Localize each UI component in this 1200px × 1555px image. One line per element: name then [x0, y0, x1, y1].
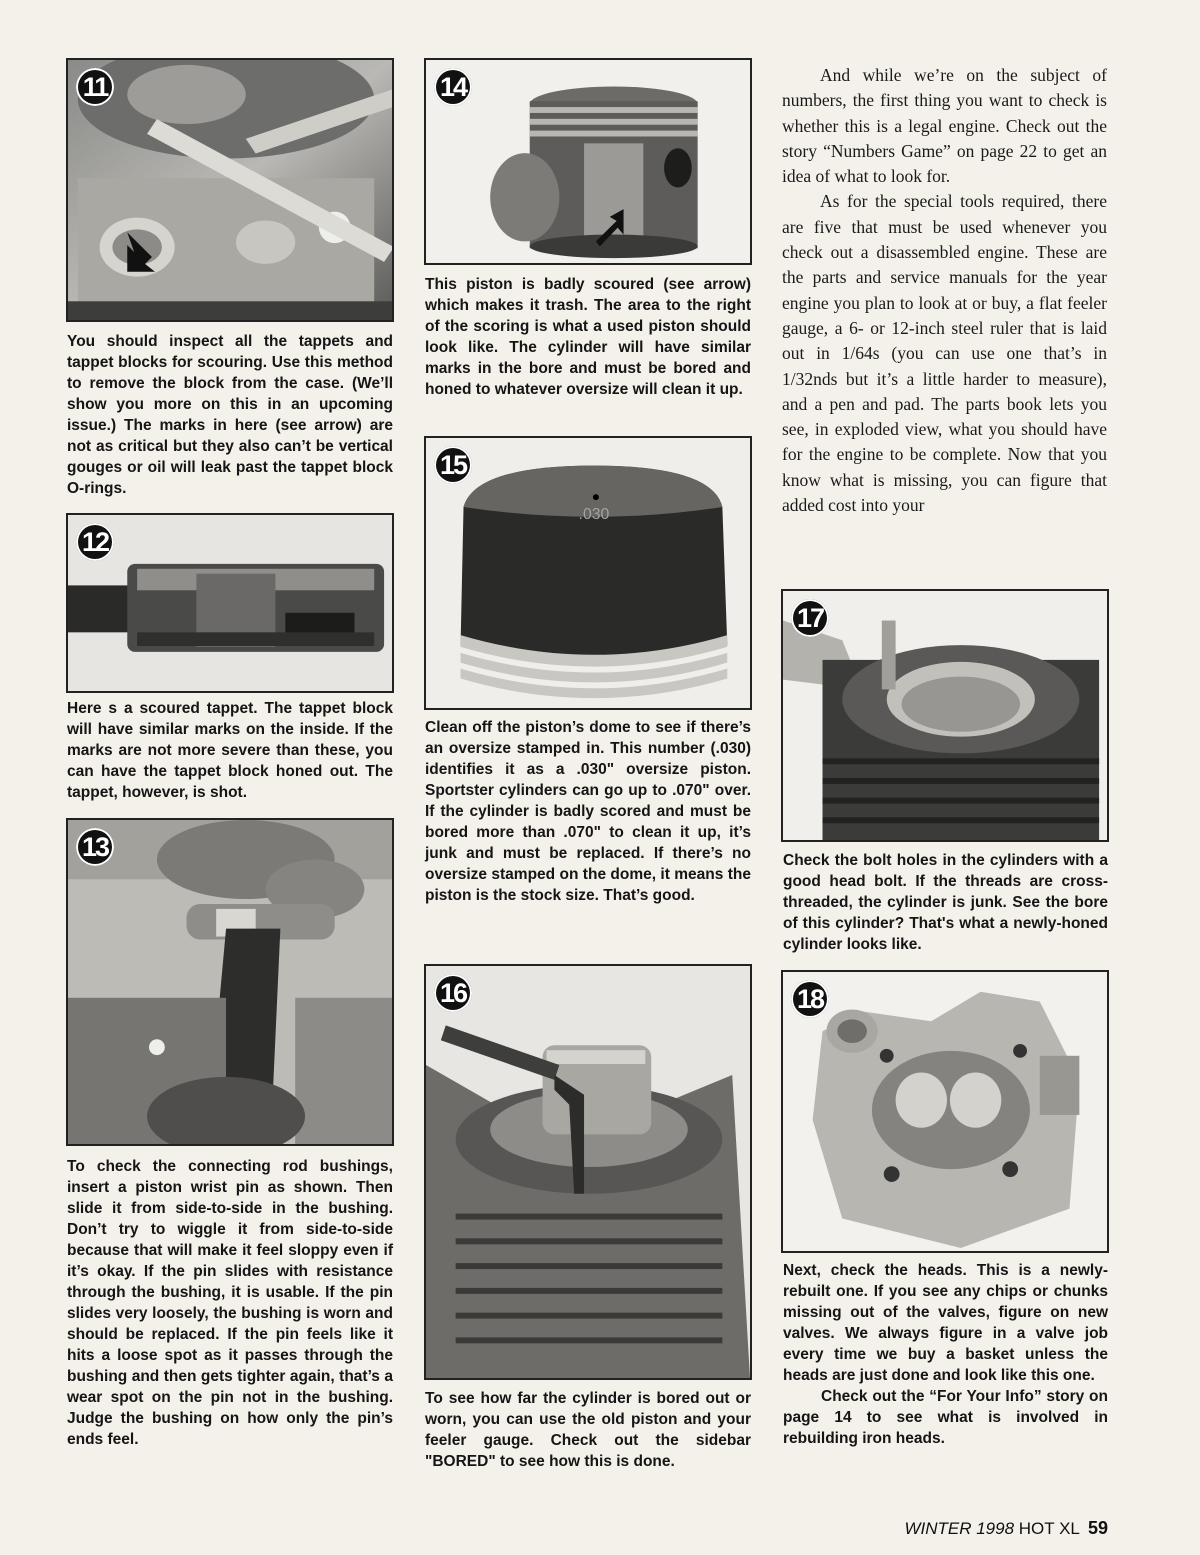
photo-number-badge: 16 — [434, 974, 472, 1012]
photo-11-caption: You should inspect all the tappets and tappet blocks for scouring. Use this method to remove the block from the case. (We’ll show you more on this in an upcoming issue.) The marks in here (see arrow) are not as critical but they also can’t be vertical gouges or oil will leak past the tappet block O-rings. — [67, 333, 393, 497]
photo-18 — [781, 970, 1109, 1253]
photo-14 — [424, 58, 752, 265]
cylinder-bolt-holes-image — [783, 591, 1107, 840]
issue-date: WINTER 1998 — [904, 1519, 1015, 1538]
photo-14-caption: This piston is badly scoured (see arrow) which makes it trash. The area to the right of the scoring is what a used piston should look like. The cylinder will have similar marks in the bore and must be bored and honed to whatever oversize will clean it up. — [425, 276, 751, 398]
photo-number-badge: 14 — [434, 68, 472, 106]
photo-16-caption: To see how far the cylinder is bored out or worn, you can use the old piston and your feeler gauge. Check out the sidebar "BORED" to see how this is done. — [425, 1390, 751, 1470]
photo-15 — [424, 436, 752, 710]
cylinder-head-image — [783, 972, 1107, 1251]
page-footer — [904, 1518, 1108, 1539]
photo-number-badge: 17 — [791, 599, 829, 637]
photo-number-badge: 18 — [791, 980, 829, 1018]
feeler-gauge-image — [426, 966, 750, 1378]
photo-18-caption-text-2: Check out the “For Your Info” story on page 14 to see what is involved in rebuilding iron heads. — [783, 1388, 1108, 1447]
magazine-name: HOT XL — [1018, 1519, 1080, 1538]
photo-11 — [66, 58, 394, 322]
piston-dome-image — [426, 438, 750, 708]
photo-13-caption: To check the connecting rod bushings, insert a piston wrist pin as shown. Then slide it from side-to-side in the bushing. Don’t try to wiggle it from side-to-side because that will make it feel sloppy even if it’s okay. If the pin slides with resistance through the bushing, it is usable. If the pin slides very loosely, the bushing is worn and should be replaced. If the pin feels like it hits a loose spot as it passes through the bushing and then gets tighter again, that’s a wear spot on the pin not in the bushing. Judge the bushing on how only the pin’s ends feel. — [67, 1158, 393, 1448]
piston-stamp-text: .030 — [578, 505, 610, 523]
connecting-rod-image — [68, 820, 392, 1144]
tappet-image — [68, 515, 392, 691]
photo-17 — [781, 589, 1109, 842]
body-paragraph: And while we’re on the subject of numbers, the first thing you want to check is whether this is a legal engine. Check out the story “Numbers Game” on page 22 to get an idea of what to look for. — [782, 65, 1107, 187]
photo-17-caption: Check the bolt holes in the cylinders with a good head bolt. If the threads are cross-threaded, the cylinder is junk. See the bore of this cylinder? That's what a newly-honed cylinder looks like. — [783, 852, 1108, 953]
photo-18-caption-text: Next, check the heads. This is a newly-rebuilt one. If you see any chips or chunks missing out of the valves, figure on new valves. We always figure in a valve job every time we buy a basket unless the heads are just done and look like this one. — [783, 1262, 1108, 1384]
body-paragraph: As for the special tools required, there are five that must be used whenever you check out a disassembled engine. These are the parts and service manuals for the year engine you plan to look at or buy, a flat feeler gauge, a 6- or 12-inch steel ruler that is laid out in 1/64s (you can use one that’s in 1/32nds but it’s a little harder to measure), and a pen and pad. The parts book lets you see, in exploded view, what you should have for the engine to be complete. Now that you know what is missing, you can figure that added cost into your — [782, 191, 1107, 516]
photo-15-caption: Clean off the piston’s dome to see if there’s an oversize stamped in. This number (.030) identifies it as a .030" oversize piston. Sportster cylinders can go up to .070" over. If the cylinder is badly scored and must be bored more than .070" to clean it up, it’s junk and must be replaced. If there’s no oversize stamped on the dome, it means the piston is the stock size. That’s good. — [425, 719, 751, 904]
photo-13 — [66, 818, 394, 1146]
article-body — [782, 63, 1107, 518]
photo-16 — [424, 964, 752, 1380]
photo-12 — [66, 513, 394, 693]
photo-number-badge: 13 — [76, 828, 114, 866]
engine-case-image — [68, 60, 392, 320]
photo-number-badge: 12 — [76, 523, 114, 561]
photo-number-badge: 11 — [76, 68, 114, 106]
photo-18-caption — [783, 1260, 1108, 1449]
photo-12-caption: Here s a scoured tappet. The tappet block will have similar marks on the inside. If the marks are not more severe than these, you can have the tappet block honed out. The tappet, however, is shot. — [67, 700, 393, 801]
photo-number-badge: 15 — [434, 446, 472, 484]
scoured-piston-image — [426, 60, 750, 263]
page-number: 59 — [1087, 1518, 1108, 1538]
